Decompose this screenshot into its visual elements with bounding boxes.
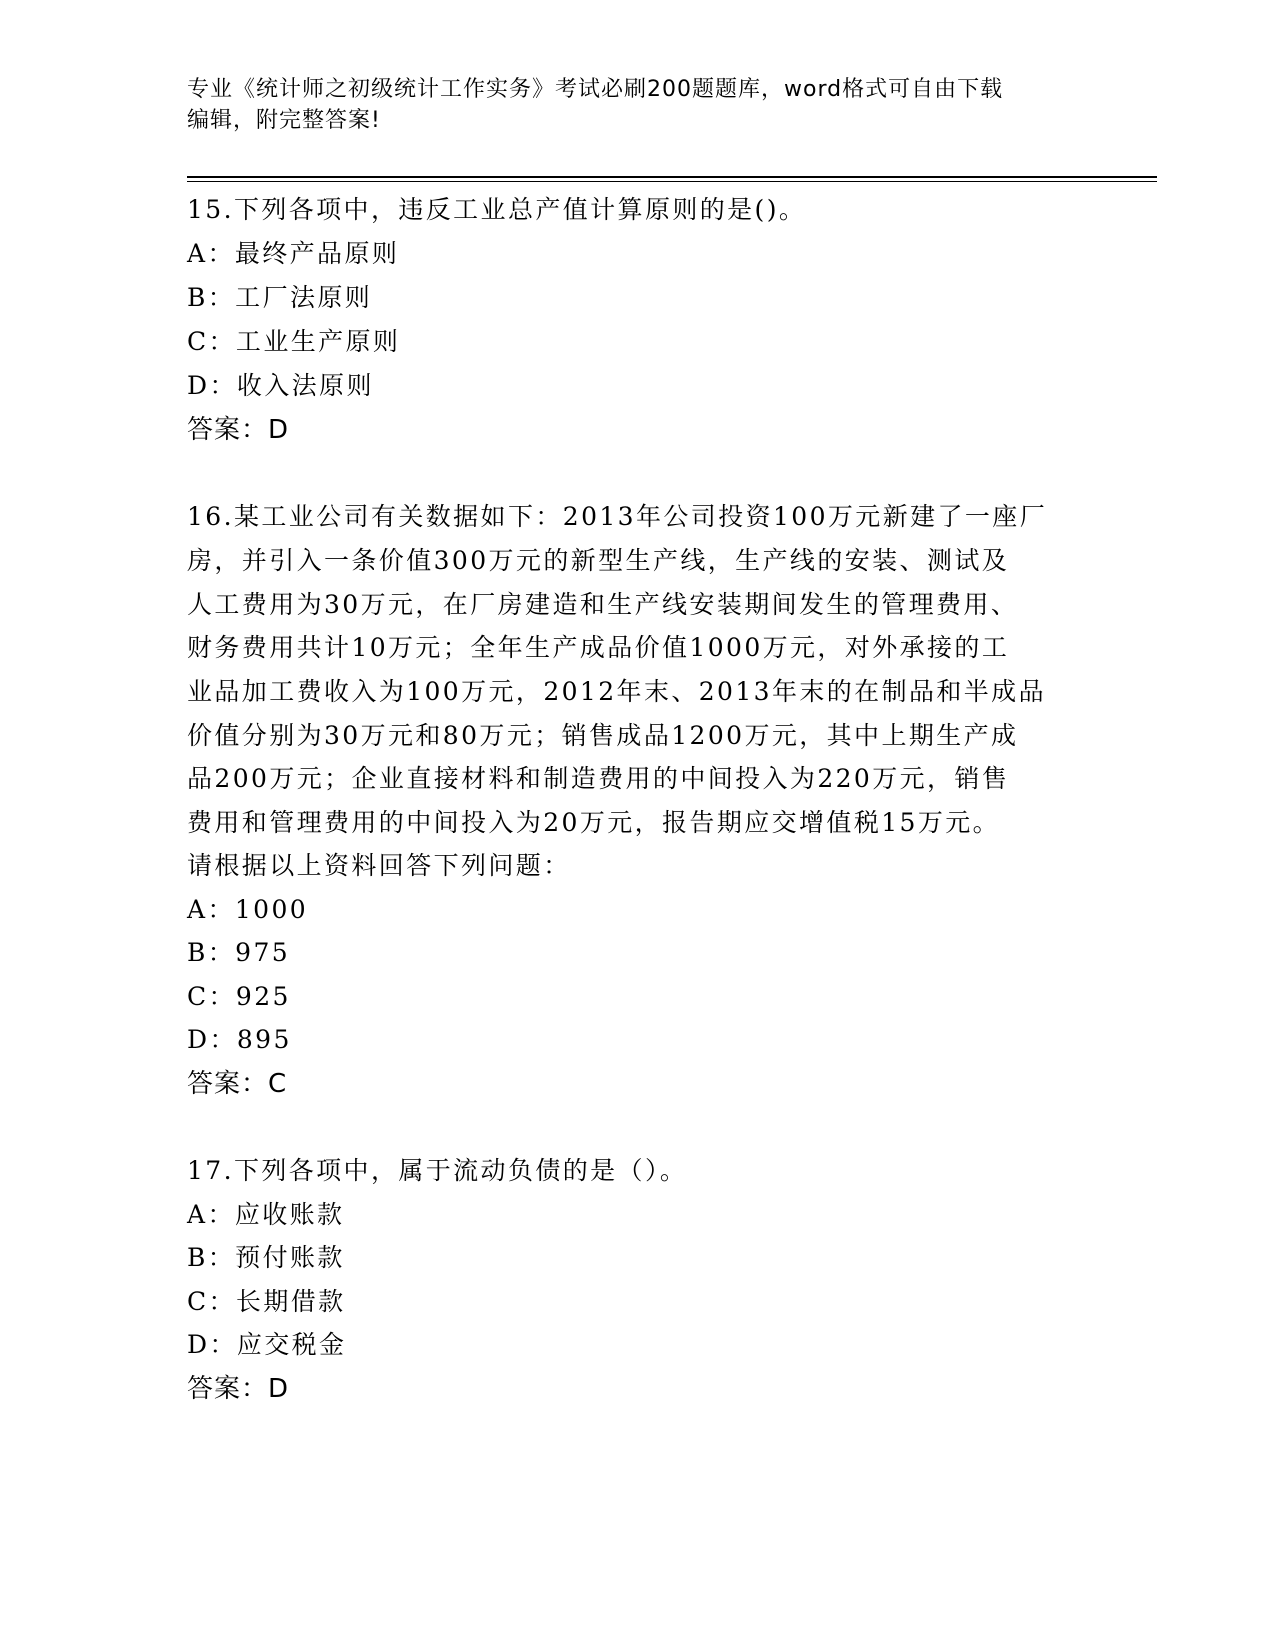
question-16-option-b: B：975 (187, 938, 291, 967)
question-16-stem-line: 费用和管理费用的中间投入为20万元，报告期应交增值税15万元。 (187, 808, 1001, 837)
header-divider-thin (187, 181, 1157, 182)
question-16-stem-line: 价值分别为30万元和80万元；销售成品1200万元，其中上期生产成 (187, 721, 1019, 750)
question-16-stem-line: 请根据以上资料回答下列问题： (187, 851, 571, 880)
question-15-stem-line: 15.下列各项中，违反工业总产值计算原则的是()。 (187, 195, 807, 224)
question-17-option-a: A：应收账款 (187, 1200, 345, 1229)
question-15-option-d: D：收入法原则 (187, 371, 374, 400)
question-17-stem-line: 17.下列各项中，属于流动负债的是（）。 (187, 1156, 688, 1185)
question-16-option-c: C：925 (187, 982, 291, 1011)
document-header (187, 74, 1067, 136)
question-17-option-b: B：预付账款 (187, 1243, 345, 1272)
question-16-stem-line: 人工费用为30万元，在厂房建造和生产线安装期间发生的管理费用、 (187, 590, 1019, 619)
question-15-answer: 答案：D (187, 415, 290, 445)
header-line-1: 专业《统计师之初级统计工作实务》考试必刷200题题库，word格式可自由下载 (187, 77, 1004, 102)
question-17-answer: 答案：D (187, 1374, 290, 1404)
question-17-option-c: C：长期借款 (187, 1287, 346, 1316)
header-line-2: 编辑，附完整答案! (187, 108, 381, 133)
question-16-option-a: A：1000 (187, 895, 309, 924)
question-16-stem-line: 品200万元；企业直接材料和制造费用的中间投入为220万元，销售 (187, 764, 1010, 793)
question-16-stem-line: 业品加工费收入为100万元，2012年末、2013年末的在制品和半成品 (187, 677, 1046, 706)
question-16-stem-line: 财务费用共计10万元；全年生产成品价值1000万元，对外承接的工 (187, 633, 1010, 662)
question-16-stem-line: 16.某工业公司有关数据如下：2013年公司投资100万元新建了一座厂 (187, 502, 1048, 531)
question-15-option-c: C：工业生产原则 (187, 327, 401, 356)
question-16-answer: 答案：C (187, 1069, 288, 1099)
question-15-option-a: A：最终产品原则 (187, 239, 400, 268)
question-17-option-d: D：应交税金 (187, 1330, 347, 1359)
header-divider-thick (187, 176, 1157, 178)
question-16-option-d: D：895 (187, 1025, 292, 1054)
question-16-stem-line: 房，并引入一条价值300万元的新型生产线，生产线的安装、测试及 (187, 546, 1010, 575)
question-15-option-b: B：工厂法原则 (187, 283, 373, 312)
